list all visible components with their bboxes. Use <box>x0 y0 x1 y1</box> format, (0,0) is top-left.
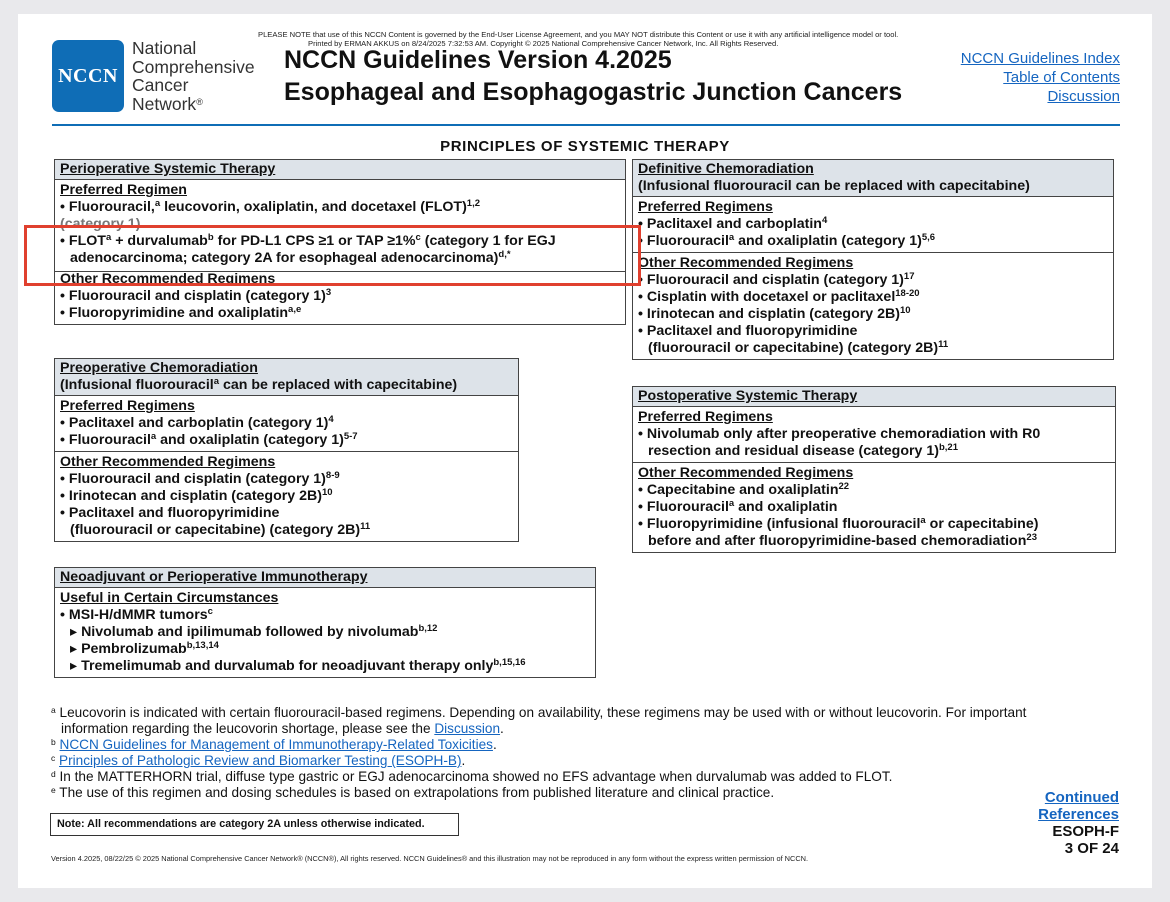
neoadjuvant-immunotherapy-box <box>54 567 596 678</box>
box-header: Postoperative Systemic Therapy <box>633 387 1115 407</box>
footnote-b: $^b$ NCCN Guidelines for Management of Immunotherapy-Related Toxicities. <box>51 737 497 752</box>
list-item: • Paclitaxel and carboplatin$^4$ <box>638 215 828 232</box>
page-code: ESOPH-F <box>1052 823 1119 840</box>
references-link[interactable]: References <box>1038 805 1119 823</box>
other-regimens-section: Other Recommended Regimens • Capecitabine and oxaliplatin$^{22}$ • Fluorouracil$^a$ and oxaliplatin • Fluoropyrimidine (infusional fluorouracil$^a$ or capecitabine) before and after fluoropyrimidine-based chemoradiation$^{23}$ <box>633 463 1115 552</box>
other-regimens-section: Other Recommended Regimens • Fluorouracil and cisplatin (category 1)$^{8-9}$ • Irinotecan and cisplatin (category 2B)$^{10}$ • Paclitaxel and fluoropyrimidine (fluorouracil or capecitabine) (category 2B)$^{11}$ <box>55 452 518 541</box>
page-subtitle: Esophageal and Esophagogastric Junction Cancers <box>284 78 903 106</box>
pathologic-review-link[interactable]: Principles of Pathologic Review and Biomarker Testing (ESOPH-B) <box>59 753 462 768</box>
list-item-highlighted: • $FLOT^a$ + durvalumab$^b$ for PD-L1 CPS ≥1 or TAP ≥1%$^c$ (category 1 for EGJ adenocarcinoma; category 2A for esophageal adenocarcinoma)$^{d,*}$ <box>60 232 556 266</box>
list-item: • Fluorouracil and cisplatin (category 1)$^3$ <box>60 287 332 304</box>
red-highlight-box <box>24 225 641 286</box>
license-notice: PLEASE NOTE that use of this NCCN Content is governed by the End-User License Agreement, and you MAY NOT distribute this Content or use it with any artificial intelligence model or tool. Printed by ERMAN AKKUS on 8/24/2025 7:32:53 AM. Copyright © 2025 National Comprehensive Cancer Network, Inc. All Rights Reserved. <box>258 30 899 48</box>
page-number: 3 OF 24 <box>1064 839 1119 857</box>
discussion-footnote-link[interactable]: Discussion <box>434 721 501 736</box>
preoperative-chemoradiation-box <box>54 358 519 542</box>
list-item: ▸ Pembrolizumab$^{b,13,14}$ <box>70 640 219 657</box>
footnote-e: $^e$ The use of this regimen and dosing schedules is based on extrapolations from published literature and clinical practice. <box>51 785 775 800</box>
list-item: • Paclitaxel and fluoropyrimidine (fluorouracil or capecitabine) (category 2B)$^{11}$ <box>638 323 949 356</box>
list-item: • Fluorouracil and cisplatin (category 1)$^{17}$ <box>638 271 915 288</box>
guidelines-index-link[interactable]: NCCN Guidelines Index <box>960 50 1120 67</box>
immunotherapy-toxicities-link[interactable]: NCCN Guidelines for Management of Immunotherapy-Related Toxicities <box>59 737 493 752</box>
guideline-page <box>18 14 1152 888</box>
box-header: Neoadjuvant or Perioperative Immunotherapy <box>55 568 595 588</box>
footnote-a: $^a$ Leucovorin is indicated with certain fluorouracil-based regimens. Depending on availability, these regimens may be used with or without leucovorin. For important <box>51 705 1027 720</box>
preferred-regimens-section: Preferred Regimens • Paclitaxel and carboplatin (category 1)$^4$ • Fluorouracil$^a$ and oxaliplatin (category 1)$^{5-7}$ <box>55 396 518 452</box>
copyright-footer: Version 4.2025, 08/22/25 © 2025 National Comprehensive Cancer Network® (NCCN®), All rights reserved. NCCN Guidelines® and this illustration may not be reproduced in any form without the express written permission of NCCN. <box>51 854 809 863</box>
list-item: • Fluoropyrimidine and oxaliplatin$^{a,e}$ <box>60 304 302 321</box>
organization-name: National Comprehensive Cancer Network® <box>132 38 255 114</box>
preferred-regimens-section: Preferred Regimens • Nivolumab only after preoperative chemoradiation with R0 resection and residual disease (category 1)$^{b,21}$ <box>633 407 1115 463</box>
header-divider <box>52 124 1120 126</box>
box-header: Preoperative Chemoradiation (Infusional fluorouracil$^a$ can be replaced with capecitabine) <box>55 359 518 396</box>
page-title: NCCN Guidelines Version 4.2025 <box>284 46 672 74</box>
list-item: ▸ Nivolumab and ipilimumab followed by nivolumab$^{b,12}$ <box>70 623 438 640</box>
list-item: • Fluorouracil$^a$ and oxaliplatin (category 1)$^{5,6}$ <box>638 232 936 249</box>
list-item: • Fluorouracil,$^a$ leucovorin, oxaliplatin, and docetaxel (FLOT)$^{1,2}$ (category 1) <box>60 198 481 232</box>
footnote-c: $^c$ Principles of Pathologic Review and Biomarker Testing (ESOPH-B). <box>51 753 466 768</box>
list-item: • Paclitaxel and fluoropyrimidine (fluorouracil or capecitabine) (category 2B)$^{11}$ <box>60 505 371 538</box>
list-item: • Irinotecan and cisplatin (category 2B)$^{10}$ <box>60 487 333 504</box>
list-item: • Nivolumab only after preoperative chemoradiation with R0 resection and residual disease (category 1)$^{b,21}$ <box>638 426 1041 459</box>
other-regimens-section: Other Recommended Regimens • Fluorouracil and cisplatin (category 1)$^3$ • Fluoropyrimidine and oxaliplatin$^{a,e}$ <box>55 272 625 324</box>
list-item: • MSI-H/dMMR tumors$^c$ <box>60 606 213 623</box>
other-regimens-section: Other Recommended Regimens • Fluorouracil and cisplatin (category 1)$^{17}$ • Cisplatin with docetaxel or paclitaxel$^{18-20}$ • Irinotecan and cisplatin (category 2B)$^{10}$ • Paclitaxel and fluoropyrimidine (fluorouracil or capecitabine) (category 2B)$^{11}$ <box>633 253 1113 359</box>
list-item: • Cisplatin with docetaxel or paclitaxel$^{18-20}$ <box>638 288 920 305</box>
list-item: • Paclitaxel and carboplatin (category 1)$^4$ <box>60 414 334 431</box>
discussion-link[interactable]: Discussion <box>1047 88 1120 105</box>
category-note: Note: All recommendations are category 2A unless otherwise indicated. <box>50 813 459 836</box>
list-item: ▸ Tremelimumab and durvalumab for neoadjuvant therapy only$^{b,15,16}$ <box>70 657 526 674</box>
footnote-d: $^d$ In the MATTERHORN trial, diffuse type gastric or EGJ adenocarcinoma showed no EFS advantage when durvalumab was added to FLOT. <box>51 769 893 784</box>
box-header: Definitive Chemoradiation (Infusional fluorouracil can be replaced with capecitabine) <box>633 160 1113 197</box>
list-item: • Irinotecan and cisplatin (category 2B)$^{10}$ <box>638 305 911 322</box>
table-of-contents-link[interactable]: Table of Contents <box>1003 69 1120 86</box>
logo-text: NCCN <box>58 64 118 87</box>
continued-link[interactable]: Continued <box>1044 789 1119 806</box>
list-item: • Capecitabine and oxaliplatin$^{22}$ <box>638 481 850 498</box>
section-title: PRINCIPLES OF SYSTEMIC THERAPY <box>440 138 730 155</box>
box-header: Perioperative Systemic Therapy <box>55 160 625 180</box>
preferred-regimens-section: Preferred Regimens • Paclitaxel and carboplatin$^4$ • Fluorouracil$^a$ and oxaliplatin (category 1)$^{5,6}$ <box>633 197 1113 253</box>
preferred-regimen-section: Preferred Regimen • Fluorouracil,$^a$ leucovorin, oxaliplatin, and docetaxel (FLOT)$^{1,2}$ (category 1) • $FLOT^a$ + durvalumab$^b$ for PD-L1 CPS ≥1 or TAP ≥1%$^c$ (category 1 for EGJ adenocarcinoma; category 2A for esophageal adenocarcinoma)$^{d,*}$ <box>55 180 625 272</box>
nccn-logo <box>52 40 124 112</box>
postoperative-therapy-box <box>632 386 1116 553</box>
top-nav-links <box>961 49 1120 106</box>
list-item: • Fluorouracil$^a$ and oxaliplatin <box>638 498 838 515</box>
list-item: • Fluorouracil$^a$ and oxaliplatin (category 1)$^{5-7}$ <box>60 431 358 448</box>
definitive-chemoradiation-box <box>632 159 1114 360</box>
footnote-a-cont: information regarding the leucovorin shortage, please see the Discussion. <box>61 721 504 736</box>
list-item: • Fluoropyrimidine (infusional fluorouracil$^a$ or capecitabine) before and after fluoropyrimidine-based chemoradiation$^{23}$ <box>638 515 1039 549</box>
useful-circumstances-section: Useful in Certain Circumstances • MSI-H/dMMR tumors$^c$ ▸ Nivolumab and ipilimumab followed by nivolumab$^{b,12}$ ▸ Pembrolizumab$^{b,13,14}$ ▸ Tremelimumab and durvalumab for neoadjuvant therapy only$^{b,15,16}$ <box>55 588 595 677</box>
list-item: • Fluorouracil and cisplatin (category 1)$^{8-9}$ <box>60 470 340 487</box>
page-nav-block <box>1038 790 1119 857</box>
